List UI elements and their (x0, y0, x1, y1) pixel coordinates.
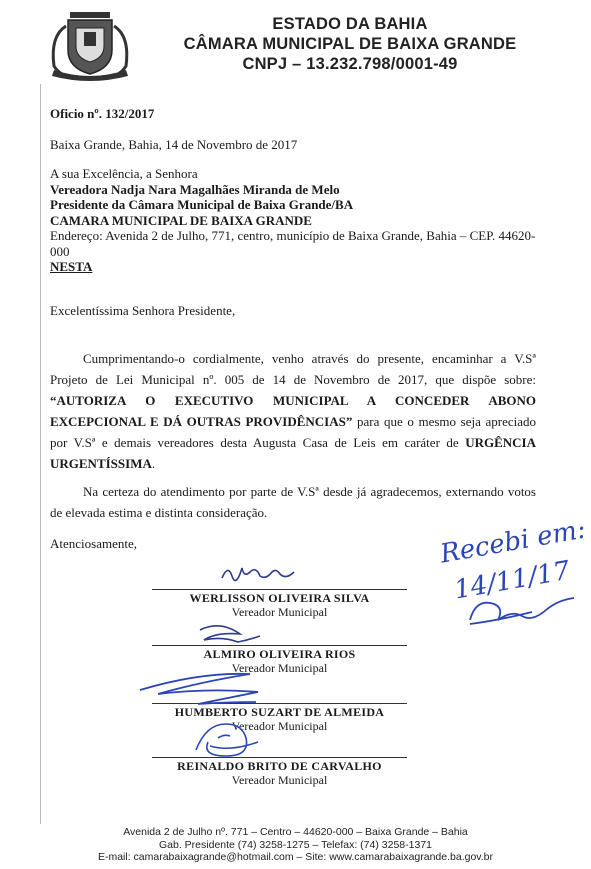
signature-line (152, 589, 407, 590)
footer-contacts: E-mail: camarabaixagrande@hotmail.com – Site: www.camarabaixagrande.ba.gov.br (97, 851, 494, 863)
letter-date: Baixa Grande, Bahia, 14 de Novembro de 2017 (50, 137, 298, 152)
recipient-name: Vereadora Nadja Nara Magalhães Miranda de Melo (50, 181, 340, 197)
signature-scribble-2 (200, 626, 260, 642)
receipt-note-line-2: 14/11/17 (452, 555, 573, 606)
signatory-title: Vereador Municipal (231, 605, 328, 619)
receipt-note-line-1: Recebi em: (438, 514, 588, 570)
salutation: Excelentíssima Senhora Presidente, (50, 303, 236, 318)
letterhead (150, 14, 550, 74)
footer-address: Avenida 2 de Julho nº. 771 – Centro – 44620-000 – Baixa Grande – Bahia (123, 826, 468, 838)
letterhead-institution: CÂMARA MUNICIPAL DE BAIXA GRANDE (183, 35, 517, 53)
signatory-title: Vereador Municipal (231, 719, 328, 733)
signature-line (152, 703, 407, 704)
signature-block-4 (152, 757, 407, 787)
signature-line (152, 757, 407, 758)
recipient-address: Endereço: Avenida 2 de Julho, 771, centro, município de Baixa Grande, Bahia – CEP. 44620-000 (50, 228, 536, 259)
signature-scribble-1 (222, 568, 294, 581)
recipient-institution: CAMARA MUNICIPAL DE BAIXA GRANDE (50, 212, 312, 228)
paragraph-1 (50, 348, 536, 474)
municipal-crest-icon (40, 6, 140, 82)
receipt-signature-scribble (470, 598, 574, 624)
signature-scribble-3 (140, 674, 258, 704)
recipient-role: Presidente da Câmara Municipal de Baixa Grande/BA (50, 197, 354, 212)
signatory-title: Vereador Municipal (231, 661, 328, 675)
paragraph-1-middle: para que o mesmo seja apreciado por V.Sª e demais vereadores desta Augusta Casa de Leis em caráter de (50, 414, 537, 450)
page-footer (0, 826, 591, 864)
recipient-block (50, 166, 550, 275)
paragraph-1-intro: Cumprimentando-o cordialmente, venho através do presente, encaminhar a V.Sª Projeto de Lei Municipal nº. 005 de 14 de Novembro de 2017, que dispõe sobre: (50, 351, 536, 387)
letter-body (50, 348, 536, 523)
recipient-greeting: A sua Excelência, a Senhora (50, 166, 198, 181)
letter-reference: Oficio nº. 132/2017 (50, 106, 155, 121)
signatory-name: HUMBERTO SUZART DE ALMEIDA (174, 705, 385, 719)
recipient-local: NESTA (50, 259, 93, 274)
signatory-name: REINALDO BRITO DE CARVALHO (177, 759, 382, 773)
margin-line (40, 84, 41, 824)
closing: Atenciosamente, (50, 536, 137, 551)
bill-subject: “AUTORIZA O EXECUTIVO MUNICIPAL A CONCEDER ABONO EXCEPCIONAL E DÁ OUTRAS PROVIDÊNCIAS” (50, 393, 536, 429)
signature-block-3 (152, 703, 407, 733)
signatory-name: WERLISSON OLIVEIRA SILVA (189, 591, 370, 605)
footer-phones: Gab. Presidente (74) 3258-1275 – Telefax: (74) 3258-1371 (159, 838, 432, 851)
paragraph-1-end: . (151, 456, 156, 471)
urgency-text: URGÊNCIA URGENTÍSSIMA (50, 435, 536, 471)
letterhead-cnpj: CNPJ – 13.232.798/0001-49 (242, 55, 458, 73)
signatory-name: ALMIRO OLIVEIRA RIOS (203, 647, 356, 661)
paragraph-2: Na certeza do atendimento por parte de V.Sª desde já agradecemos, externando votos de elevada estima e distinta consideração. (50, 484, 536, 520)
signature-block-2 (152, 645, 407, 675)
signature-block-1 (152, 589, 407, 619)
letterhead-state: ESTADO DA BAHIA (272, 15, 428, 33)
signatory-title: Vereador Municipal (231, 773, 328, 787)
signature-line (152, 645, 407, 646)
